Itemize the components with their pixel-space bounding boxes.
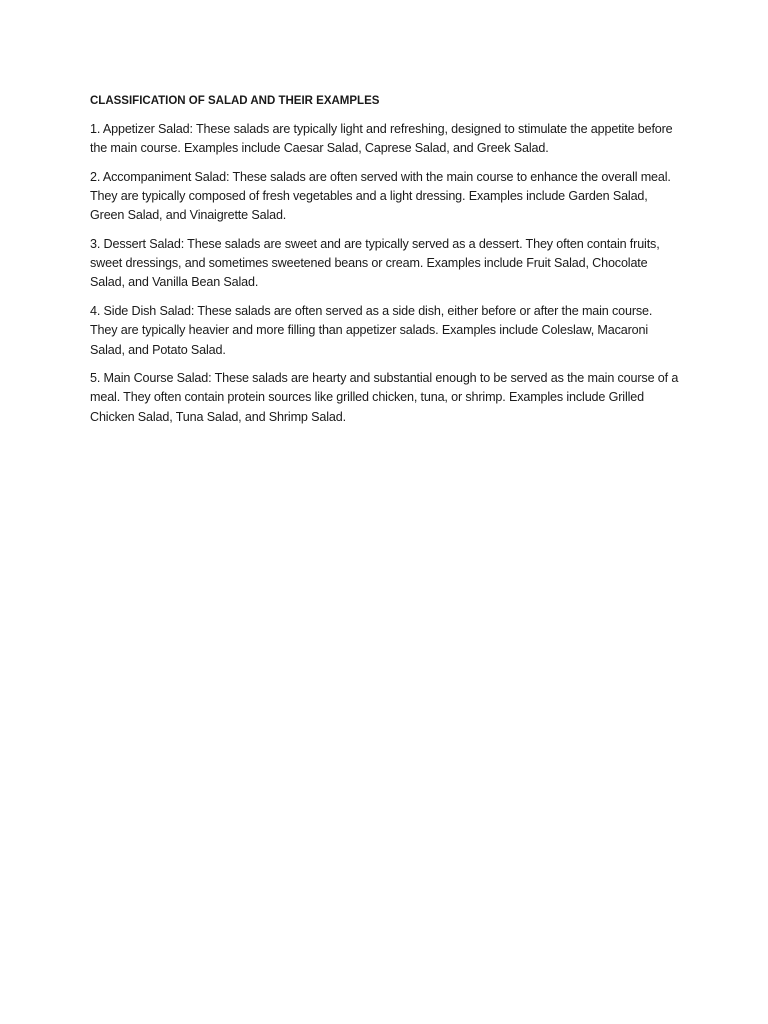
document-title: CLASSIFICATION OF SALAD AND THEIR EXAMPLES	[90, 95, 380, 107]
paragraph-appetizer-salad: 1. Appetizer Salad: These salads are typically light and refreshing, designed to stimulate the appetite before the main course. Examples include Caesar Salad, Caprese Salad, and Greek Salad.	[90, 122, 673, 156]
paragraph-accompaniment-salad: 2. Accompaniment Salad: These salads are often served with the main course to enhance the overall meal. They are typically composed of fresh vegetables and a light dressing. Examples include Garden Salad, Green Salad, and Vinaigrette Salad.	[90, 169, 671, 223]
paragraph-side-dish-salad: 4. Side Dish Salad: These salads are often served as a side dish, either before or after the main course. They are typically heavier and more filling than appetizer salads. Examples include Coleslaw, Macaroni Salad, and Potato Salad.	[90, 304, 653, 357]
paragraph-dessert-salad: 3. Dessert Salad: These salads are sweet and are typically served as a dessert. They often contain fruits, sweet dressings, and sometimes sweetened beans or cream. Examples include Fruit Salad, Chocolate Salad, and Vanilla Bean Salad.	[90, 237, 660, 290]
paragraph-main-course-salad: 5. Main Course Salad: These salads are hearty and substantial enough to be served as the main course of a meal. They often contain protein sources like grilled chicken, tuna, or shrimp. Examples include Grilled Chicken Salad, Tuna Salad, and Shrimp Salad.	[90, 371, 679, 424]
document-body	[90, 92, 682, 436]
